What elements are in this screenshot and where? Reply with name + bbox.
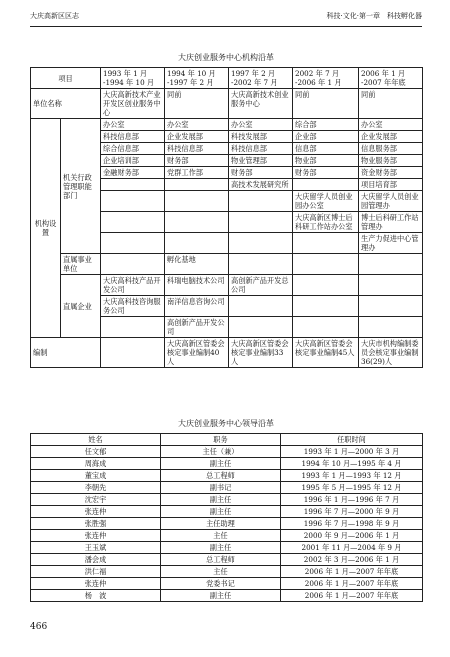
admin_rows-cell — [165, 179, 229, 191]
unit-name-row — [31, 89, 423, 119]
enterprise_rows-cell: 高创新产品开发公司 — [165, 317, 229, 338]
admin_rows-cell — [165, 233, 229, 254]
admin_rows-cell: 金融财务部 — [101, 167, 165, 179]
enterprise_rows-cell: 高创新产品开发总公司 — [229, 275, 293, 296]
admin_rows-cell: 信息服务部 — [359, 143, 423, 155]
label-public: 直属事业单位 — [61, 254, 101, 275]
staff-4: 大庆市机构编制委员会核定事业编制36(29)人 — [359, 338, 423, 368]
admin_rows-cell: 大庆留学人员创业园办公室 — [293, 191, 359, 212]
leader-row — [31, 458, 423, 470]
admin_rows-cell: 高技术发展研究所 — [229, 179, 293, 191]
admin_rows-cell: 科技信息部 — [101, 131, 165, 143]
leader-term: 1993 年 1 月—2000 年 3 月 — [281, 446, 423, 458]
org-table-caption: 大庆创业服务中心机构沿革 — [178, 53, 274, 62]
leader-position: 副主任 — [161, 542, 281, 554]
admin_rows-cell: 资金财务部 — [359, 167, 423, 179]
leader-term: 1996 年 7 月—2000 年 9 月 — [281, 506, 423, 518]
admin_rows-cell: 财务部 — [293, 167, 359, 179]
public_rows-cell: 孵化基地 — [165, 254, 229, 275]
header-term: 任职时间 — [281, 434, 423, 446]
leader-name: 洪仁福 — [31, 566, 161, 578]
admin_rows-cell: 科技发展部 — [229, 131, 293, 143]
admin_rows-cell: 大庆高新区博士后科研工作站办公室 — [293, 212, 359, 233]
leader-term: 2001 年 11 月—2004 年 9 月 — [281, 542, 423, 554]
leader-name: 张连仲 — [31, 506, 161, 518]
page-header — [30, 9, 422, 23]
leader-table-caption: 大庆创业服务中心领导沿革 — [178, 419, 274, 428]
unit-name-0: 大庆高新技术产业开发区创业服务中心 — [101, 89, 165, 119]
admin_rows-cell: 办公室 — [101, 119, 165, 131]
unit-name-4: 同前 — [359, 89, 423, 119]
leader-row — [31, 506, 423, 518]
leader-row — [31, 542, 423, 554]
leader-position: 主任（兼） — [161, 446, 281, 458]
enterprise_rows-row — [31, 275, 423, 296]
leader-position: 副书记 — [161, 482, 281, 494]
admin_rows-row — [31, 119, 423, 131]
leader-name: 潘会成 — [31, 554, 161, 566]
leader-term: 2006 年 1 月—2007 年年底 — [281, 590, 423, 602]
leader-row — [31, 482, 423, 494]
staff-2: 大庆高新区管委会核定事业编制33人 — [229, 338, 293, 368]
admin_rows-cell — [165, 212, 229, 233]
admin_rows-cell: 科技信息部 — [229, 143, 293, 155]
leader-row — [31, 566, 423, 578]
admin_rows-cell: 博士后科研工作站管理办 — [359, 212, 423, 233]
admin_rows-cell: 物业部 — [293, 155, 359, 167]
admin_rows-cell: 大庆留学人员创业园管理办 — [359, 191, 423, 212]
leader-term: 2006 年 1 月—2007 年年底 — [281, 566, 423, 578]
header-right: 科技·文化·第一章 科技孵化器 — [326, 12, 422, 20]
leader-position: 主任 — [161, 530, 281, 542]
admin_rows-cell: 办公室 — [359, 119, 423, 131]
leader-term: 1996 年 7 月—1998 年 9 月 — [281, 518, 423, 530]
header-name: 姓名 — [31, 434, 161, 446]
leader-row — [31, 518, 423, 530]
admin_rows-cell — [229, 233, 293, 254]
enterprise_rows-cell — [293, 275, 359, 296]
leader-position: 总工程师 — [161, 470, 281, 482]
leader-row — [31, 554, 423, 566]
leader-name: 周海成 — [31, 458, 161, 470]
leader-name: 杨 波 — [31, 590, 161, 602]
enterprise_rows-cell: 南洋信息咨询公司 — [165, 296, 229, 317]
leader-row — [31, 494, 423, 506]
unit-name-3: 同前 — [293, 89, 359, 119]
public_rows-cell — [229, 254, 293, 275]
leader-name: 张连仲 — [31, 578, 161, 590]
leader-position: 主任 — [161, 566, 281, 578]
label-enterprise: 直属企业 — [61, 275, 101, 338]
period-1: 1994 年 10 月 -1997 年 2 月 — [165, 68, 229, 89]
enterprise_rows-cell: 大庆高科技咨询服务公司 — [101, 296, 165, 317]
leader-row — [31, 446, 423, 458]
leader-name: 任文郁 — [31, 446, 161, 458]
label-item: 项目 — [31, 68, 101, 89]
admin_rows-cell: 企业发展部 — [165, 131, 229, 143]
leader-name: 张连仲 — [31, 530, 161, 542]
leader-header-row — [31, 434, 423, 446]
staff-0 — [101, 338, 165, 368]
leader-row — [31, 530, 423, 542]
admin_rows-cell — [293, 233, 359, 254]
label-admin: 机关行政管理职能部门 — [61, 119, 101, 254]
leader-row — [31, 470, 423, 482]
leader-term: 1995 年 5 月—1995 年 12 月 — [281, 482, 423, 494]
staff-row — [31, 338, 423, 368]
leader-position: 副主任 — [161, 590, 281, 602]
admin_rows-cell — [101, 179, 165, 191]
header-rule — [30, 26, 422, 27]
leader-term: 1996 年 1 月—1996 年 7 月 — [281, 494, 423, 506]
enterprise_rows-cell — [359, 296, 423, 317]
leader-name: 沈宏宇 — [31, 494, 161, 506]
leader-row — [31, 590, 423, 602]
admin_rows-cell — [165, 191, 229, 212]
leader-name: 张胜强 — [31, 518, 161, 530]
label-org: 机构设置 — [31, 119, 61, 338]
leader-name: 王玉斌 — [31, 542, 161, 554]
unit-name-1: 同前 — [165, 89, 229, 119]
period-0: 1993 年 1 月 -1994 年 10 月 — [101, 68, 165, 89]
leader-position: 副主任 — [161, 458, 281, 470]
enterprise_rows-cell — [229, 317, 293, 338]
enterprise_rows-cell — [359, 275, 423, 296]
admin_rows-cell: 信息部 — [293, 143, 359, 155]
leader-position: 副主任 — [161, 506, 281, 518]
enterprise_rows-cell — [359, 317, 423, 338]
public_rows-row — [31, 254, 423, 275]
admin_rows-cell: 党群工作部 — [165, 167, 229, 179]
enterprise_rows-cell — [229, 296, 293, 317]
period-3: 2002 年 7 月 -2006 年 1 月 — [293, 68, 359, 89]
org-header-row — [31, 68, 423, 89]
leader-term: 1993 年 1 月—1993 年 12 月 — [281, 470, 423, 482]
admin_rows-cell: 财务部 — [229, 167, 293, 179]
leader-position: 主任助理 — [161, 518, 281, 530]
admin_rows-cell: 物业服务部 — [359, 155, 423, 167]
staff-1: 大庆高新区管委会核定事业编制40人 — [165, 338, 229, 368]
public_rows-cell — [359, 254, 423, 275]
enterprise_rows-cell: 大庆高科技产品开发公司 — [101, 275, 165, 296]
admin_rows-cell: 财务部 — [165, 155, 229, 167]
enterprise_rows-cell — [101, 317, 165, 338]
label-staff: 编制 — [31, 338, 101, 368]
org-table — [30, 67, 423, 368]
enterprise_rows-cell: 科瑞电脑技术公司 — [165, 275, 229, 296]
page-number: 466 — [30, 622, 48, 632]
leader-row — [31, 578, 423, 590]
leader-position: 党委书记 — [161, 578, 281, 590]
admin_rows-cell: 办公室 — [165, 119, 229, 131]
admin_rows-cell — [101, 233, 165, 254]
admin_rows-cell: 物业管理部 — [229, 155, 293, 167]
admin_rows-cell: 办公室 — [229, 119, 293, 131]
admin_rows-cell: 综合信息部 — [101, 143, 165, 155]
leader-term: 2002 年 3 月—2006 年 1 月 — [281, 554, 423, 566]
public_rows-cell — [101, 254, 165, 275]
label-unit: 单位名称 — [31, 89, 101, 119]
leader-term: 2006 年 1 月—2007 年年底 — [281, 578, 423, 590]
admin_rows-cell: 企业部 — [293, 131, 359, 143]
admin_rows-cell: 科技信息部 — [165, 143, 229, 155]
period-4: 2006 年 1 月 -2007 年年底 — [359, 68, 423, 89]
admin_rows-cell — [293, 179, 359, 191]
period-2: 1997 年 2 月 -2002 年 7 月 — [229, 68, 293, 89]
unit-name-2: 大庆高新技术创业服务中心 — [229, 89, 293, 119]
admin_rows-cell — [229, 191, 293, 212]
admin_rows-cell — [101, 191, 165, 212]
enterprise_rows-cell — [293, 317, 359, 338]
leader-term: 2000 年 9 月—2006 年 1 月 — [281, 530, 423, 542]
header-left: 大庆高新区区志 — [30, 12, 79, 20]
header-position: 职务 — [161, 434, 281, 446]
admin_rows-cell: 企业培训部 — [101, 155, 165, 167]
leader-position: 总工程师 — [161, 554, 281, 566]
leader-position: 副主任 — [161, 494, 281, 506]
staff-3: 大庆高新区管委会核定事业编制45人 — [293, 338, 359, 368]
leader-term: 1994 年 10 月—1995 年 4 月 — [281, 458, 423, 470]
enterprise_rows-cell — [293, 296, 359, 317]
admin_rows-cell: 企业发展部 — [359, 131, 423, 143]
admin_rows-cell: 综合部 — [293, 119, 359, 131]
admin_rows-cell: 项目培育部 — [359, 179, 423, 191]
admin_rows-cell — [101, 212, 165, 233]
admin_rows-cell — [229, 212, 293, 233]
admin_rows-cell: 生产力促进中心管理办 — [359, 233, 423, 254]
leader-name: 董宝成 — [31, 470, 161, 482]
leader-table — [30, 433, 423, 602]
public_rows-cell — [293, 254, 359, 275]
leader-name: 李朝先 — [31, 482, 161, 494]
